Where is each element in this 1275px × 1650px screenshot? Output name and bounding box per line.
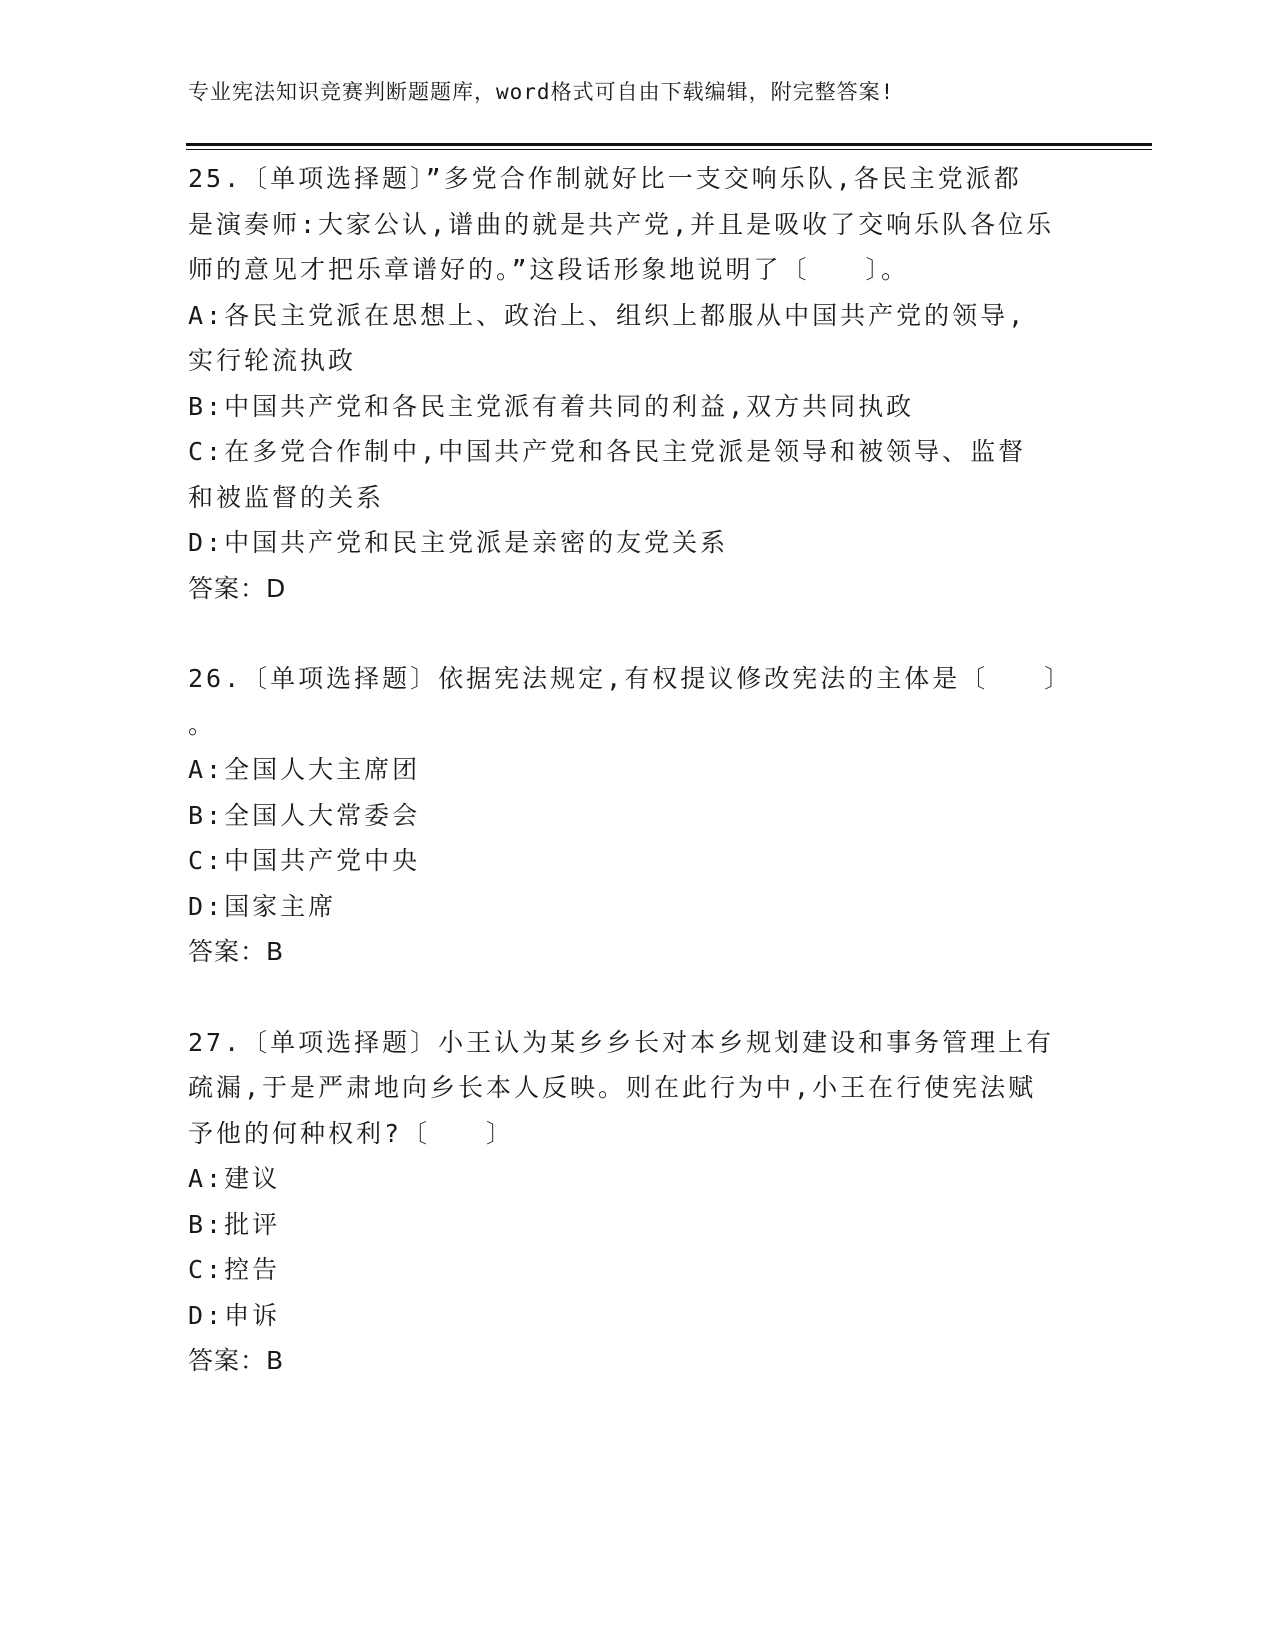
question-text-line: 27.〔单项选择题〕小王认为某乡乡长对本乡规划建设和事务管理上有: [188, 1027, 1055, 1057]
option-d: D:申诉: [188, 1300, 281, 1330]
question-text-line: 25.〔单项选择题〕”多党合作制就好比一支交响乐队,各民主党派都: [188, 164, 1022, 193]
question-text-line: 予他的何种权利?〔 〕: [188, 1118, 515, 1148]
header-rule-thick: [186, 143, 1152, 146]
answer: 答案：B: [188, 937, 285, 966]
option-c: C:控告: [188, 1255, 281, 1284]
option-a: A:建议: [188, 1164, 281, 1193]
option-b: B:中国共产党和各民主党派有着共同的利益,双方共同执政: [188, 391, 915, 421]
question-text-line: 。: [188, 709, 217, 739]
question-spacer: [188, 975, 1088, 1020]
question-spacer: [188, 611, 1088, 656]
option-a: A:各民主党派在思想上、政治上、组织上都服从中国共产党的领导,: [188, 300, 1027, 330]
option-a-continued: 实行轮流执政: [188, 346, 357, 375]
question-text-line: 疏漏,于是严肃地向乡长本人反映。则在此行为中,小王在行使宪法赋: [188, 1073, 1037, 1102]
page-header: 专业宪法知识竞赛判断题题库，word格式可自由下载编辑，附完整答案!: [188, 80, 895, 104]
question-text-line: 师的意见才把乐章谱好的。”这段话形象地说明了〔 〕。: [188, 255, 910, 284]
question-27: [188, 1020, 1088, 1384]
header-rule-thin: [186, 149, 1152, 150]
option-b: B:全国人大常委会: [188, 800, 421, 830]
answer: 答案：D: [188, 573, 287, 603]
question-list: [188, 156, 1088, 1384]
question-text-line: 是演奏师:大家公认,谱曲的就是共产党,并且是吸收了交响乐队各位乐: [188, 209, 1055, 239]
option-d: D:中国共产党和民主党派是亲密的友党关系: [188, 528, 729, 557]
question-25: [188, 156, 1088, 611]
option-d: D:国家主席: [188, 891, 337, 921]
option-c-continued: 和被监督的关系: [188, 482, 385, 512]
option-a: A:全国人大主席团: [188, 755, 421, 784]
question-text-line: 26.〔单项选择题〕依据宪法规定,有权提议修改宪法的主体是〔 〕: [188, 664, 1073, 693]
option-c: C:中国共产党中央: [188, 846, 421, 875]
option-c: C:在多党合作制中,中国共产党和各民主党派是领导和被领导、监督: [188, 437, 1027, 466]
answer: 答案：B: [188, 1346, 285, 1375]
question-26: [188, 656, 1088, 975]
option-b: B:批评: [188, 1209, 281, 1239]
